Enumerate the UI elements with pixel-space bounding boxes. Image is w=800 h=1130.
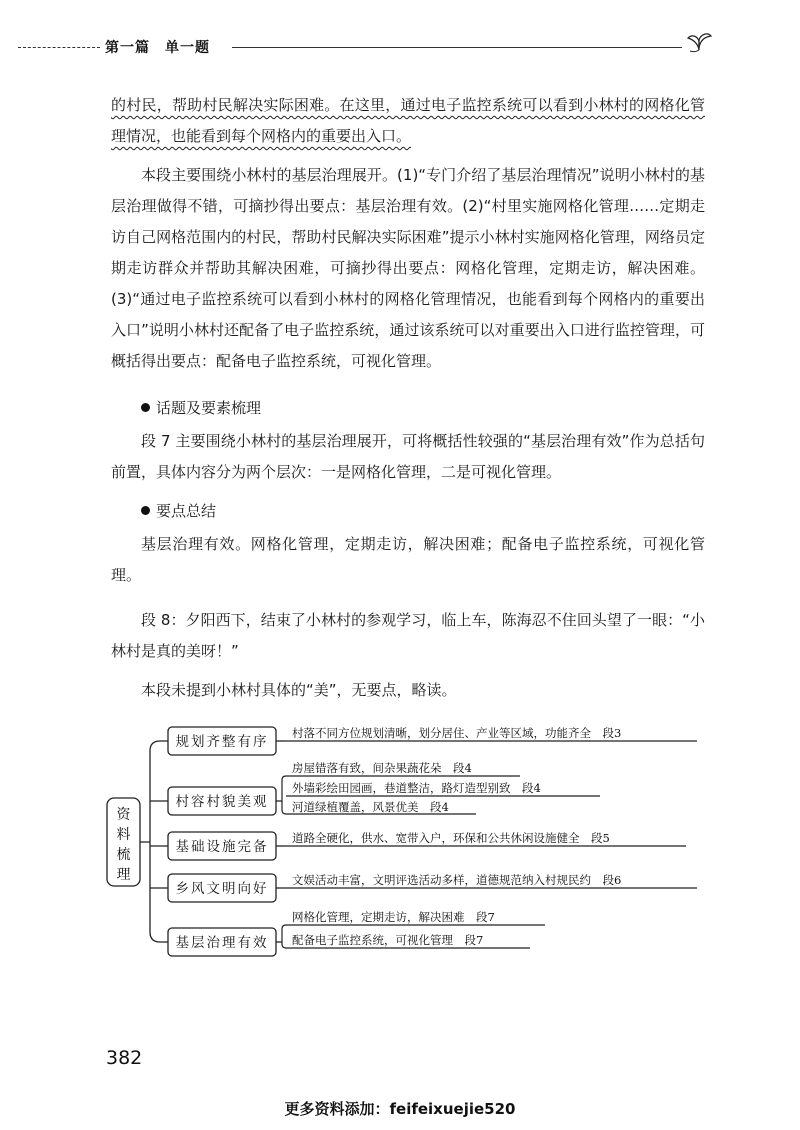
- mindmap-leaf-text: 网格化管理，定期走访，解决困难 段7: [292, 910, 495, 924]
- mindmap-leaf-text: 河道绿植覆盖，风景优美 段4: [292, 800, 449, 814]
- mindmap-leaf-text: 配备电子监控系统，可视化管理 段7: [292, 933, 484, 947]
- paragraph-p4: 基层治理有效。网格化管理，定期走访，解决困难；配备电子监控系统，可视化管理。: [111, 535, 705, 584]
- heading-text: 要点总结: [156, 502, 217, 520]
- mindmap-leaf-text: 道路全硬化，供水、宽带入户，环保和公共休闲设施健全 段5: [292, 831, 610, 845]
- mindmap-branch-label: 规划齐整有序: [175, 734, 269, 750]
- mindmap-sub-bracket: [276, 776, 286, 814]
- mindmap-leaf-text: 村落不同方位规划清晰，划分居住、产业等区域，功能齐全 段3: [292, 726, 622, 740]
- mindmap-leaf-text: 外墙彩绘田园画，巷道整洁，路灯造型别致 段4: [292, 781, 541, 795]
- mindmap-root-char: 梳: [116, 847, 131, 863]
- paragraph-p6: 本段未提到小林村具体的“美”，无要点，略读。: [141, 681, 457, 699]
- mindmap-sub-bracket: [276, 925, 286, 948]
- footer-note: 更多资料添加：feifeixuejie520: [284, 1100, 516, 1118]
- paragraph-p5: 段 8：夕阳西下，结束了小林村的参观学习，临上车，陈海忍不住回头望了一眼：“小林村是真的美呀！”: [111, 611, 705, 660]
- mindmap-branch-label: 基层治理有效: [175, 935, 269, 951]
- mindmap-connector: [150, 801, 168, 888]
- section-title: 第一篇 单一题: [105, 40, 210, 56]
- heading-text: 话题及要素梳理: [156, 399, 262, 417]
- mindmap-main-bracket: [140, 741, 160, 942]
- mindmap-branch-label: 乡风文明向好: [175, 881, 269, 897]
- mindmap-leaf-text: 房屋错落有致，间杂果蔬花朵 段4: [292, 761, 472, 775]
- mindmap-leaf-text: 文娱活动丰富，文明评选活动多样，道德规范纳入村规民约 段6: [292, 873, 622, 887]
- mindmap-branch-label: 村容村貌美观: [175, 794, 269, 810]
- paragraph-p2: 本段主要围绕小林村的基层治理展开。(1)“专门介绍了基层治理情况”说明小林村的基层治理做得不错，可摘抄得出要点：基层治理有效。(2)“村里实施网格化管理……定期走访自己网格范围内的村民，帮助村民解决实际困难”提示小林村实施网格化管理，网络员定期走访群众并帮助其解决困难，可摘抄得出要点：网格化管理，定期走访，解决困难。(3)“通过电子监控系统可以看到小林村的网格化管理情况，也能看到每个网格内的重要出入口”说明小林村还配备了电子监控系统，通过该系统可以对重要出入口进行监控管理，可概括得出要点：配备电子监控系统，可视化管理。: [111, 166, 705, 370]
- mindmap-root-char: 理: [116, 867, 131, 883]
- mindmap-branch-label: 基础设施完备: [175, 839, 269, 855]
- mindmap-connector: [160, 741, 168, 942]
- paragraph-p3: 段 7 主要围绕小林村的基层治理展开，可将概括性较强的“基层治理有效”作为总括句前置，具体内容分为两个层次：一是网格化管理，二是可视化管理。: [111, 432, 705, 481]
- paragraph-p1: 的村民，帮助村民解决实际困难。在这里，通过电子监控系统可以看到小林村的网格化管理情况，也能看到每个网格内的重要出入口。: [111, 96, 705, 145]
- mindmap-root-char: 资: [116, 807, 131, 823]
- mindmap-root-char: 料: [116, 827, 131, 843]
- page-number: 382: [106, 1047, 143, 1069]
